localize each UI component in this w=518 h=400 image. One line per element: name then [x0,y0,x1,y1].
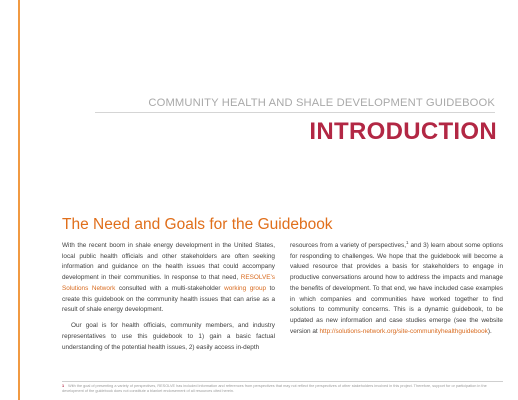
body-column-right [290,241,503,337]
paragraph-1 [62,241,275,316]
guidebook-website-link[interactable]: http://solutions-network.org/site-communityhealthguidebook [319,327,488,335]
paragraph-1-text-mid: consulted with a multi-stakeholder [115,284,225,292]
guidebook-title: COMMUNITY HEALTH AND SHALE DEVELOPMENT GUIDEBOOK [148,97,495,109]
footnote-number: 1 [62,384,65,388]
paragraph-3-text-start: resources from a variety of perspectives, [290,242,406,249]
section-heading: The Need and Goals for the Guidebook [62,216,333,233]
paragraph-3-text-end: and 3) learn about some options for responding to challenges. We hope that the guidebook will become a valued resource that provides a basis for stakeholders to engage in productive conversations around how to address the impacts and manage the benefits of development. To that end, we have included case examples in which companies and communities have worked together to find solutions to community concerns. This is a dynamic guidebook, to be updated as new information and case studies emerge (see the website version at [290,242,504,335]
body-column-left [62,241,275,354]
paragraph-1-text-start: With the recent boom in shale energy development in the United States, local public health officials and other stakeholders are often seeking information and guidance on the health issues that could accompany development in their communities. In response to that need, [62,242,275,282]
paragraph-1-text-end: to create this guidebook on the community health issues that can arise as a result of shale energy development. [62,284,275,314]
footnote [62,384,503,394]
footnote-reference[interactable]: 1 [405,239,409,245]
paragraph-3-text-close: ). [487,327,492,335]
header-divider [95,112,495,113]
chapter-title: INTRODUCTION [309,118,497,145]
working-group-link[interactable]: working group [224,284,267,292]
paragraph-2: Our goal is for health officials, community members, and industry representatives to use this guidebook to 1) gain a basic factual understanding of the potential health issues, 2) easily access in-depth [62,322,275,351]
resolve-solutions-network-link[interactable]: RESOLVE’s Solutions Network [62,274,275,292]
paragraph-3 [290,241,503,337]
left-margin-rule [18,0,20,400]
footnote-text: With the goal of presenting a variety of perspectives, RESOLVE has included information and references from perspectives that may not reflect the perspectives of other stakeholders involved in this project. Therefore, support for or participation in the development of the guidebook does not constitute a blanket endorsement of all resources cited herein. [62,384,487,394]
footnote-divider [62,381,503,382]
